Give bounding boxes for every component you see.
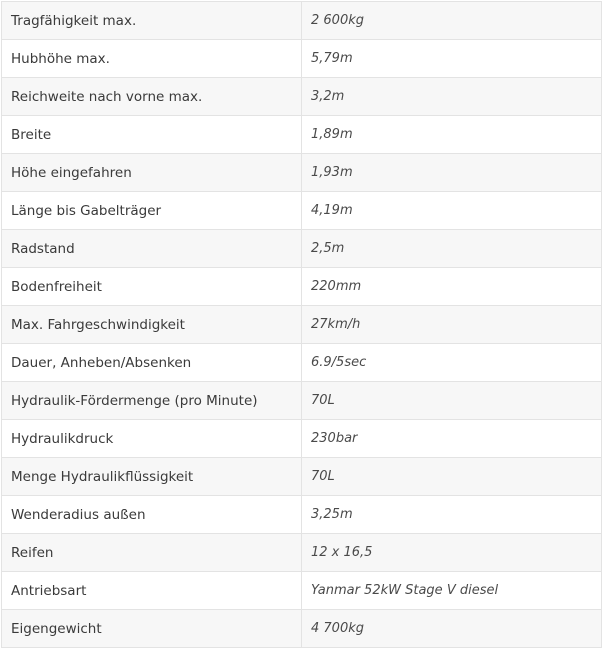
spec-label: Breite [2,116,302,154]
spec-value: 1,93m [302,154,602,192]
spec-value: 70L [302,382,602,420]
spec-value: 4 700kg [302,610,602,648]
table-row [2,2,602,40]
table-row [2,496,602,534]
spec-label: Hubhöhe max. [2,40,302,78]
table-row [2,230,602,268]
table-row [2,344,602,382]
table-row [2,306,602,344]
spec-value: 4,19m [302,192,602,230]
spec-value: 6.9/5sec [302,344,602,382]
table-row [2,572,602,610]
table-row [2,534,602,572]
spec-value: 3,25m [302,496,602,534]
spec-value: 3,2m [302,78,602,116]
spec-label: Radstand [2,230,302,268]
spec-value: 2 600kg [302,2,602,40]
table-row [2,610,602,648]
table-row [2,40,602,78]
spec-label: Reichweite nach vorne max. [2,78,302,116]
specifications-table [1,1,602,648]
table-row [2,268,602,306]
spec-label: Wenderadius außen [2,496,302,534]
spec-label: Eigengewicht [2,610,302,648]
spec-value: 220mm [302,268,602,306]
spec-label: Länge bis Gabelträger [2,192,302,230]
spec-label: Max. Fahrgeschwindigkeit [2,306,302,344]
table-row [2,382,602,420]
spec-label: Reifen [2,534,302,572]
spec-value: 5,79m [302,40,602,78]
spec-value: 27km/h [302,306,602,344]
table-row [2,192,602,230]
table-row [2,420,602,458]
spec-label: Hydraulik-Fördermenge (pro Minute) [2,382,302,420]
spec-label: Menge Hydraulikflüssigkeit [2,458,302,496]
table-row [2,78,602,116]
spec-value: 2,5m [302,230,602,268]
specifications-table-body [2,2,602,648]
spec-label: Antriebsart [2,572,302,610]
table-row [2,458,602,496]
spec-label: Höhe eingefahren [2,154,302,192]
table-row [2,154,602,192]
spec-value: Yanmar 52kW Stage V diesel [302,572,602,610]
spec-value: 1,89m [302,116,602,154]
table-row [2,116,602,154]
spec-label: Tragfähigkeit max. [2,2,302,40]
spec-label: Bodenfreiheit [2,268,302,306]
spec-label: Dauer, Anheben/Absenken [2,344,302,382]
spec-value: 12 x 16,5 [302,534,602,572]
spec-label: Hydraulikdruck [2,420,302,458]
spec-value: 230bar [302,420,602,458]
spec-value: 70L [302,458,602,496]
